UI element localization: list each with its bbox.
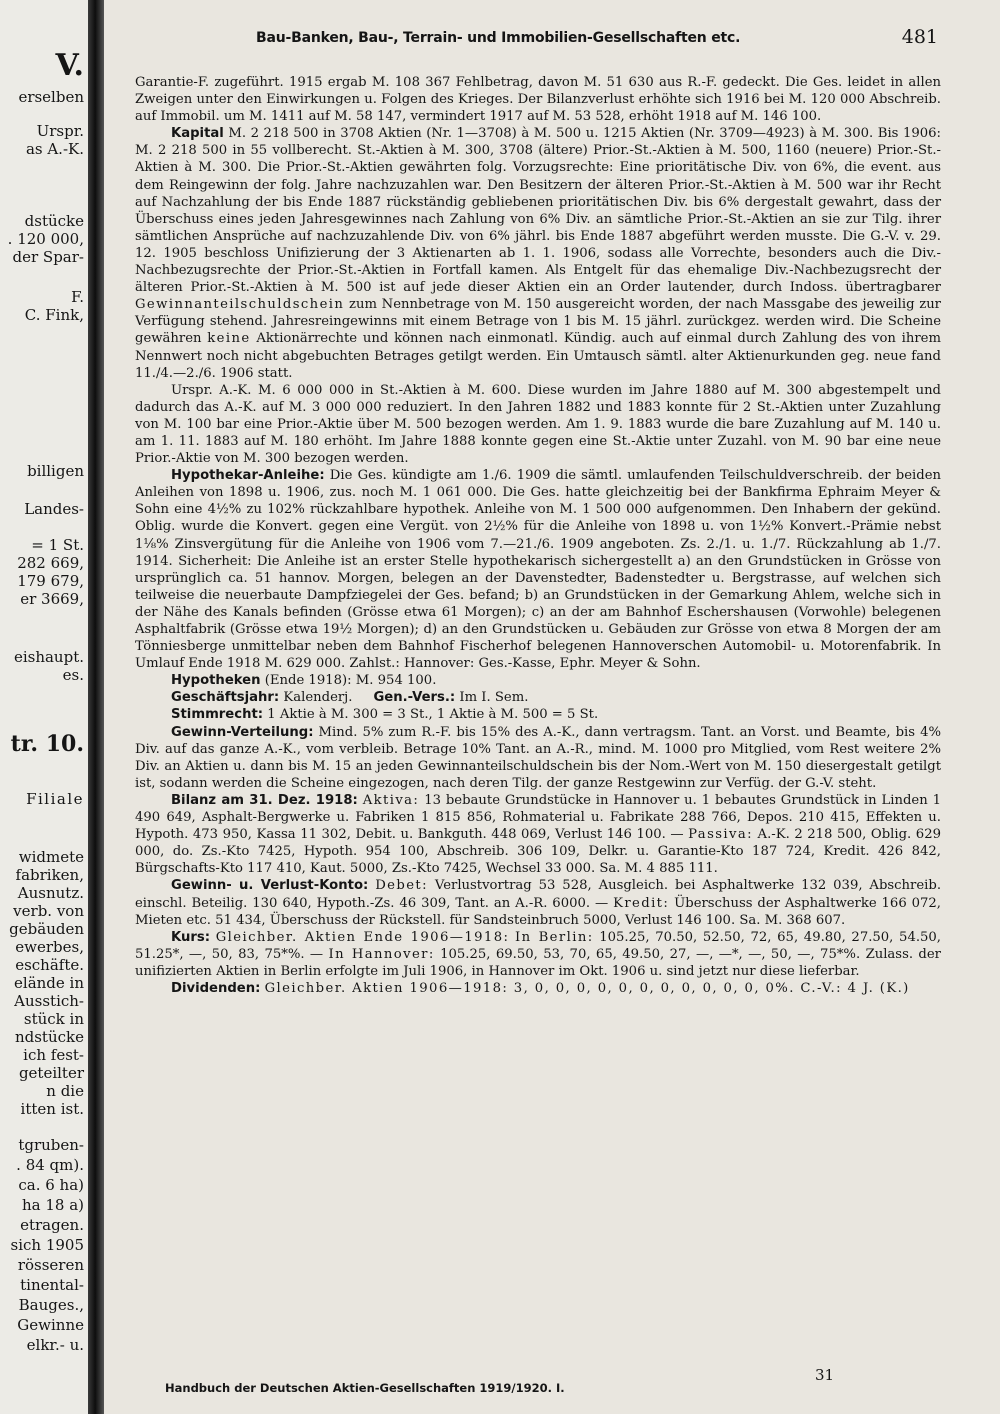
left-margin-line: dstücke: [24, 212, 84, 230]
left-margin-line: ich fest-: [23, 1046, 84, 1064]
left-margin-line: gebäuden: [9, 920, 84, 938]
left-margin-line: Filiale: [26, 790, 84, 808]
dividenden-text: Gleichber. Aktien 1906—1918: 3, 0, 0, 0, 0, 0, 0, 0, 0, 0, 0, 0, 0%. C.-V.: 4 J. (K.): [264, 980, 910, 996]
stimmrecht-paragraph: [135, 706, 941, 723]
hypothekar-anleihe-paragraph: [135, 467, 941, 672]
kurs-berlin-label: In Berlin:: [515, 929, 594, 945]
kurs-label: Kurs:: [171, 929, 211, 945]
hypothekar-anleihe-text: Die Ges. kündigte am 1./6. 1909 die sämtl. umlaufenden Teilschuldverschreib. der beiden Anleihen von 1898 u. 1906, zus. noch M. 1 061 000. Die Ges. hatte gleichzeitig bei der Bankfirma Ephraim Meyer & Sohn eine 4½% zu 102% rückzahlbare hypothek. Anleihe von M. 1 500 000 aufgenommen. Den Inhabern der gekünd. Oblig. wurde die Konvert. gegen eine Vergüt. von 2½% für die Anleihe von 1898 u. von 1½% Konvert.-Prämie nebst 1⅛% Zinsvergütung für die Anleihe von 1906 vom 7.—21./6. 1909 angeboten. Zs. 2./1. u. 1./7. Rückzahlung ab 1./7. 1914. Sicherheit: Die Anleihe ist an erster Stelle hypothekarisch sichergestellt a) an den Grundstücken in Grösse von ursprünglich ca. 51 hannov. Morgen, belegen an der Davenstedter, Badenstedter u. Bergstrasse, auf welchen sich teilweise die neuerbaute Dampfziegelei der Ges. befand; b) an Grundstücken in der Gemarkung Ahlem, welche sich in der Nähe des Kanals befinden (Grösse etwa 61 Morgen); c) an der am Bahnhof Eschershausen (Vorwohle) belegenen Asphaltfabrik (Grösse etwa 19½ Morgen); d) an den Grundstücken u. Gebäuden zur Grösse von etwa 8 Morgen der am Tönniesberge unmittelbar neben dem Bahnhof Fischerhof belegenen Hannoverschen Automobil- u. Motorenfabrik. In Umlauf Ende 1918 M. 629 000. Zahlst.: Hannover: Ges.-Kasse, Ephr. Meyer & Sohn.: [135, 468, 941, 672]
garantie-text: Garantie-F. zugeführt. 1915 ergab M. 108 367 Fehlbetrag, davon M. 51 630 aus R.-F. gedeckt. Die Ges. leidet in allen Zweigen unter den Einwirkungen u. Folgen des Krieges. Der Bilanzverlust erhöhte sich 1916 bei M. 120 000 Abschreib. auf Immobil. um M. 1411 auf M. 58 147, vermindert 1917 auf M. 53 528, erhöht 1918 auf M. 146 100.: [135, 75, 941, 125]
left-margin-line: C. Fink,: [24, 306, 84, 324]
aktiva-text: 13 bebaute Grundstücke in Hannover u. 1 bebautes Grundstück in Linden 1 490 649, Asphalt-Bergwerke u. Fabriken 1 815 856, Rohmaterial u. Fabrikate 288 766, Depos. 210 415, Effekten u. Hypoth. 473 950, Kassa 11 302, Debit. u. Bankguth. 448 069, Verlust 146 100. —: [135, 792, 941, 843]
urspr-text: Urspr. A.-K. M. 6 000 000 in St.-Aktien à M. 600. Diese wurden im Jahre 1880 auf M. 300 abgestempelt und dadurch das A.-K. auf M. 3 000 000 reduziert. In den Jahren 1882 und 1883 konnte für 2 St.-Aktien unter Zuzahlung von M. 100 bar eine Prior.-Aktie über M. 500 bezogen werden. Am 1. 9. 1883 wurde die bare Zuzahlung auf M. 140 u. am 1. 11. 1883 auf M. 180 erhöht. Im Jahre 1888 konnte gegen eine St.-Aktie unter Zuzahl. von M. 90 bar eine neue Prior.-Aktie von M. 300 bezogen werden.: [135, 382, 941, 467]
left-margin-line: Ausstich-: [14, 992, 84, 1010]
guv-label: Gewinn- u. Verlust-Konto:: [171, 878, 369, 894]
gewinn-verteilung-paragraph: [135, 724, 941, 792]
kurs-hannover-label: In Hannover:: [328, 946, 435, 962]
left-margin-line: etragen.: [20, 1216, 84, 1234]
left-margin-line: elände in: [14, 974, 84, 992]
kurs-hannover-values: 105.25, 69.50, 53, 70, 65, 49.50, 27, —, —*, —, 50, —, 75*%.: [440, 946, 861, 962]
left-margin-line: Landes-: [24, 500, 84, 518]
gen-vers-text: Im I. Sem.: [459, 690, 529, 706]
kapital-paragraph: [135, 125, 941, 381]
dividenden-label: Dividenden:: [171, 980, 261, 996]
left-margin-line: Bauges.,: [18, 1296, 84, 1314]
geschaeftsjahr-label: Geschäftsjahr:: [171, 690, 280, 706]
left-margin-line: geteilter: [18, 1064, 84, 1082]
left-margin-line: fabriken,: [15, 866, 84, 884]
left-margin-line: 282 669,: [17, 554, 84, 572]
left-margin-line: verb. von: [13, 902, 84, 920]
stimmrecht-label: Stimmrecht:: [171, 707, 264, 723]
gewinn-verteilung-text: Mind. 5% zum R.-F. bis 15% des A.-K., dann vertragsm. Tant. an Vorst. und Beamte, bis 4% Div. auf das ganze A.-K., vom verbleib. Betrage 10% Tant. an A.-R., mind. M. 1000 pro Mitglied, vom Rest weitere 2% Div. an Aktien u. dann bis M. 15 an jeden Gewinnanteilschuldschein bis der Nom.-Wert von M. 150 diesergestalt getilgt ist, sodann werden die Scheine eingezogen, nach deren Tilg. der ganze Restgewinn zur Verfüg. der G.-V. steht.: [135, 724, 941, 791]
gewinnanteilschein-term: Gewinnanteilschuldschein: [135, 297, 345, 313]
debet-text: Verlustvortrag 53 528, Ausgleich. bei Asphaltwerke 132 039, Abschreib. einschl. Beteilig. 130 640, Hypoth.-Zs. 46 309, Tant. an A.-R. 6000. —: [135, 878, 942, 911]
hypotheken-paragraph: [135, 672, 941, 689]
garantie-paragraph: [135, 74, 941, 125]
stimmrecht-text: 1 Aktie à M. 300 = 3 St., 1 Aktie à M. 500 = 5 St.: [267, 707, 599, 723]
left-margin-line: eschäfte.: [15, 956, 84, 974]
signature-number: 31: [815, 1366, 835, 1384]
left-margin-line: sich 1905: [10, 1236, 84, 1254]
left-margin-line: der Spar-: [12, 248, 84, 266]
left-margin-line: rösseren: [17, 1256, 84, 1274]
left-margin-line: elkr.- u.: [26, 1336, 84, 1354]
previous-page-edge: [0, 0, 88, 1414]
keine-term: keine: [207, 331, 251, 347]
geschaeftsjahr-paragraph: [135, 689, 941, 706]
bilanz-paragraph: [135, 792, 941, 877]
left-margin-line: as A.-K.: [25, 140, 84, 158]
left-margin-line: . 120 000,: [7, 230, 84, 248]
left-margin-line: eishaupt.: [13, 648, 84, 666]
guv-paragraph: [135, 877, 941, 928]
kurs-gleichber: Gleichber. Aktien Ende 1906—1918:: [215, 929, 510, 945]
geschaeftsjahr-text: Kalenderj.: [283, 690, 353, 706]
kapital-text-3: Aktionärrechte und können nach einmonatl. Kündig. auch auf einmal durch Zahlung des von ihrem Nennwert noch nicht abgebuchten Betrages getilgt werden. Ein Umtausch sämtl. alter Aktienurkunden geg. neue fand 11./4.—2./6. 1906 statt.: [135, 331, 941, 381]
left-margin-line: Ausnutz.: [17, 884, 84, 902]
left-margin-line: tr. 10.: [10, 731, 84, 757]
kapital-text: M. 2 218 500 in 3708 Aktien (Nr. 1—3708) à M. 500 u. 1215 Aktien (Nr. 3709—4923) à M. 300. Bis 1906: M. 2 218 500 in 55 vollberecht. St.-Aktien à M. 300, 3708 (ältere) Prior.-St.-Aktien à M. 500, 1160 (neuere) Prior.-St.-Aktien à M. 300. Die Prior.-St.-Aktien gewährten folg. Vorzugsrechte: Eine prioritätische Div. von 6%, die event. aus dem Reingewinn der folg. Jahre nachzuzahlen war. Den Besitzern der älteren Prior.-St.-Aktien à M. 500 war ihr Recht auf Nachzahlung der bis Ende 1887 rückständig gebliebenen prioritätischen Div. bis 6% dergestalt gewahrt, dass der Überschuss eines jeden Jahresgewinnes nach Zahlung von 6% Div. an sämtliche Prior.-St.-Aktien an sie zur Tilg. ihrer sämtlichen Ansprüche auf nachzuzahlende Div. von 6% jährl. bis Ende 1887 abgeführt werden musste. Die G.-V. v. 29. 12. 1905 beschloss Unifizierung der 3 Aktienarten ab 1. 1. 1906, sodass alle Vorrechte, besonders auch die Div.-Nachbezugsrechte der Prior.-St.-Aktien in Fortfall kamen. Als Entgelt für das ehemalige Div.-Nachbezugsrecht der älteren Prior.-St.-Aktien à M. 500 ist auf jede dieser Aktien ein an Order lautender, durch Indoss. übertragbarer: [135, 126, 941, 296]
left-margin-line: erselben: [18, 88, 84, 106]
left-margin-line: tgruben-: [18, 1136, 84, 1154]
book-binding-gutter: [88, 0, 104, 1414]
left-margin-line: itten ist.: [20, 1100, 84, 1118]
left-margin-line: V.: [55, 48, 84, 83]
kurs-berlin-values: 105.25, 70.50, 52.50, 72, 65, 49.80, 27.50, 54.50, 51.25*, —, 50, 83, 75*%. —: [135, 929, 941, 962]
left-margin-line: ewerbes,: [15, 938, 84, 956]
kurs-paragraph: [135, 929, 941, 980]
bilanz-label: Bilanz am 31. Dez. 1918:: [171, 792, 358, 808]
left-margin-line: er 3669,: [20, 590, 84, 608]
book-footer: Handbuch der Deutschen Aktien-Gesellschaften 1919/1920. I.: [165, 1381, 565, 1395]
passiva-label: Passiva:: [688, 827, 753, 843]
page-header: [110, 24, 960, 54]
left-margin-line: . 84 qm).: [16, 1156, 84, 1174]
left-margin-line: n die: [46, 1082, 84, 1100]
left-margin-line: es.: [62, 666, 84, 684]
page-title: Bau-Banken, Bau-, Terrain- und Immobilien-Gesellschaften etc.: [256, 30, 741, 46]
left-margin-line: ndstücke: [14, 1028, 84, 1046]
left-margin-line: = 1 St.: [31, 536, 84, 554]
left-margin-line: stück in: [23, 1010, 84, 1028]
page-number: 481: [901, 26, 938, 48]
urspr-paragraph: [135, 382, 941, 467]
kredit-label: Kredit:: [613, 895, 670, 911]
left-margin-line: Urspr.: [36, 122, 84, 140]
kredit-text: Überschuss der Asphaltwerke 166 072, Mieten etc. 51 434, Überschuss der Rückstell. für Sandsteinbruch 5000, Verlust 146 100. Sa. M. 368 607.: [135, 895, 941, 928]
company-entry: [135, 74, 941, 997]
left-margin-line: tinental-: [20, 1276, 84, 1294]
passiva-text: A.-K. 2 218 500, Oblig. 629 000, do. Zs.-Kto 7425, Hypoth. 954 100, Abschreib. 306 109, Delkr. u. Garantie-Kto 187 724, Kredit. 426 842, Bürgschafts-Kto 117 410, Kaut. 5000, Zs.-Kto 7425, Wechsel 33 000. Sa. M. 4 885 111.: [135, 827, 941, 877]
left-margin-line: F.: [71, 288, 84, 306]
hypothekar-anleihe-label: Hypothekar-Anleihe:: [171, 468, 325, 484]
left-margin-line: ha 18 a): [21, 1196, 84, 1214]
kurs-zulassung: Zulass. der unifizierten Aktien in Berlin erfolgte im Juli 1906, in Hannover im Okt. 1906 u. sind jetzt nur diese lieferbar.: [135, 946, 941, 979]
hypotheken-label: Hypotheken: [171, 673, 261, 689]
hypotheken-text: (Ende 1918): M. 954 100.: [264, 673, 437, 689]
dividenden-paragraph: [135, 980, 941, 997]
debet-label: Debet:: [375, 878, 428, 894]
left-margin-line: Gewinne: [17, 1316, 84, 1334]
kapital-label: Kapital: [171, 126, 224, 142]
gewinn-verteilung-label: Gewinn-Verteilung:: [171, 724, 314, 740]
left-margin-line: ca. 6 ha): [18, 1176, 84, 1194]
kapital-text-2: zum Nennbetrage von M. 150 ausgereicht worden, der nach Massgabe des jeweilig zur Verfügung stehend. Jahresreingewinns mit einem Betrage von 1 bis M. 15 jährl. zurückgez. werden wird. Die Scheine gewähren: [135, 297, 941, 347]
aktiva-label: Aktiva:: [362, 792, 420, 808]
gen-vers-label: Gen.-Vers.:: [373, 690, 456, 706]
left-margin-line: billigen: [27, 462, 84, 480]
left-margin-line: 179 679,: [17, 572, 84, 590]
left-margin-line: widmete: [18, 848, 84, 866]
